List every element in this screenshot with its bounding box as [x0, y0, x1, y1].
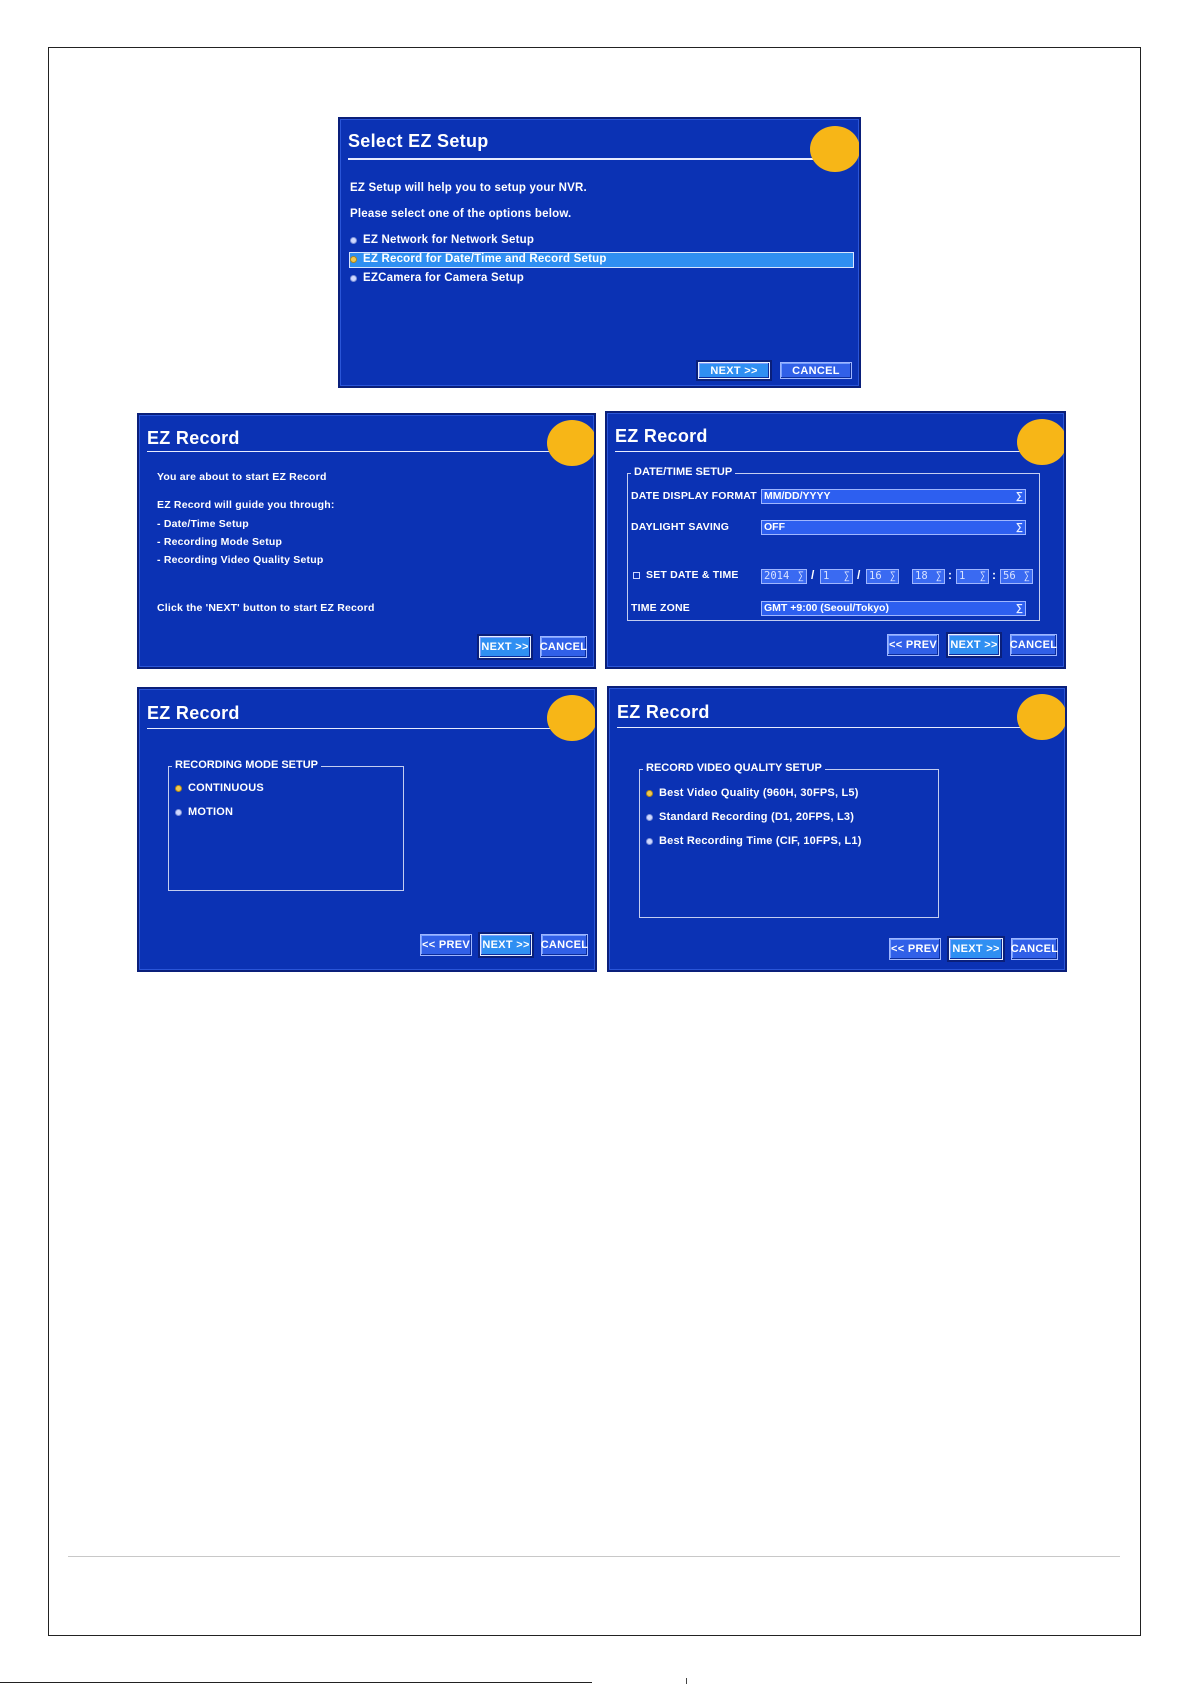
step-marker — [547, 695, 597, 741]
title-underline — [617, 727, 1025, 728]
hour-value: 18 — [915, 570, 928, 582]
date-format-label: DATE DISPLAY FORMAT — [631, 490, 757, 502]
group-label: DATE/TIME SETUP — [631, 466, 735, 478]
radio-selected-icon — [175, 785, 182, 792]
cancel-button[interactable]: CANCEL — [780, 362, 852, 379]
option-label: MOTION — [188, 806, 234, 818]
title-underline — [147, 728, 557, 729]
next-button[interactable]: NEXT >> — [948, 634, 1000, 656]
dialog-title: Select EZ Setup — [348, 131, 489, 151]
date-format-select[interactable] — [761, 489, 1026, 504]
day-select[interactable] — [866, 569, 899, 584]
dialog-title: EZ Record — [615, 426, 708, 446]
dialog-title: EZ Record — [147, 428, 240, 448]
prev-button[interactable]: << PREV — [889, 938, 941, 960]
bottom-tick — [686, 1678, 687, 1684]
option-label: Standard Recording (D1, 20FPS, L3) — [659, 811, 855, 823]
date-time-setup-dialog — [605, 411, 1066, 669]
month-select[interactable] — [820, 569, 853, 584]
year-select[interactable] — [761, 569, 807, 584]
dropdown-icon: ∑ — [1015, 491, 1023, 502]
group-label: RECORD VIDEO QUALITY SETUP — [643, 762, 825, 774]
cancel-button[interactable]: CANCEL — [540, 636, 587, 658]
option-ez-camera[interactable] — [350, 272, 524, 284]
title-underline — [615, 451, 1020, 452]
dropdown-icon: ∑ — [1015, 603, 1023, 614]
dialog-title: EZ Record — [617, 702, 710, 722]
dropdown-icon: ∑ — [935, 571, 942, 582]
next-button[interactable]: NEXT >> — [698, 362, 770, 379]
set-date-time-checkbox[interactable] — [633, 569, 739, 581]
radio-icon — [646, 814, 653, 821]
radio-selected-icon — [646, 790, 653, 797]
dropdown-icon: ∑ — [797, 571, 804, 582]
guide-item: - Recording Mode Setup — [157, 536, 283, 548]
step-marker — [1017, 419, 1066, 465]
time-separator: : — [948, 568, 952, 582]
start-text: You are about to start EZ Record — [157, 471, 327, 483]
option-label: Best Recording Time (CIF, 10FPS, L1) — [659, 835, 862, 847]
dropdown-icon: ∑ — [1023, 571, 1030, 582]
title-underline — [147, 451, 557, 452]
step-marker — [810, 126, 860, 172]
video-quality-dialog — [607, 686, 1067, 972]
guide-item: - Recording Video Quality Setup — [157, 554, 324, 566]
option-ez-record[interactable] — [350, 253, 607, 265]
title-underline — [348, 158, 823, 160]
instruction-text: Click the 'NEXT' button to start EZ Record — [157, 602, 375, 614]
step-marker — [547, 420, 596, 466]
daylight-label: DAYLIGHT SAVING — [631, 521, 730, 533]
step-marker — [1017, 694, 1067, 740]
dialog-title: EZ Record — [147, 703, 240, 723]
date-separator: / — [811, 568, 815, 582]
month-value: 1 — [823, 570, 830, 582]
daylight-value: OFF — [764, 521, 785, 533]
set-date-time-label: SET DATE & TIME — [646, 569, 739, 581]
timezone-label: TIME ZONE — [631, 602, 690, 614]
prev-button[interactable]: << PREV — [887, 634, 939, 656]
footer-rule — [68, 1556, 1120, 1557]
option-label: EZ Record for Date/Time and Record Setup — [363, 253, 607, 265]
date-format-value: MM/DD/YYYY — [764, 490, 831, 502]
timezone-select[interactable] — [761, 601, 1026, 616]
ez-record-intro-dialog — [137, 413, 596, 669]
next-button[interactable]: NEXT >> — [949, 938, 1003, 960]
recording-mode-dialog — [137, 687, 597, 972]
option-label: CONTINUOUS — [188, 782, 264, 794]
dropdown-icon: ∑ — [889, 571, 896, 582]
option-best-video-quality[interactable] — [646, 787, 859, 799]
bottom-rule — [0, 1682, 592, 1683]
radio-selected-icon — [350, 256, 357, 263]
dropdown-icon: ∑ — [979, 571, 986, 582]
dropdown-icon: ∑ — [843, 571, 850, 582]
option-motion[interactable] — [175, 806, 233, 818]
guide-item: - Date/Time Setup — [157, 518, 249, 530]
time-separator: : — [992, 568, 996, 582]
next-button[interactable]: NEXT >> — [480, 934, 532, 956]
day-value: 16 — [869, 570, 882, 582]
guide-text: EZ Record will guide you through: — [157, 499, 335, 511]
option-label: EZCamera for Camera Setup — [363, 272, 524, 284]
timezone-value: GMT +9:00 (Seoul/Tokyo) — [764, 602, 889, 614]
minute-select[interactable] — [956, 569, 989, 584]
year-value: 2014 — [764, 570, 790, 582]
option-standard-recording[interactable] — [646, 811, 854, 823]
minute-value: 1 — [959, 570, 966, 582]
intro-text: EZ Setup will help you to setup your NVR. — [350, 182, 587, 194]
second-select[interactable] — [1000, 569, 1033, 584]
daylight-select[interactable] — [761, 520, 1026, 535]
cancel-button[interactable]: CANCEL — [1011, 938, 1058, 960]
dropdown-icon: ∑ — [1015, 522, 1023, 533]
prev-button[interactable]: << PREV — [420, 934, 472, 956]
option-best-recording-time[interactable] — [646, 835, 862, 847]
checkbox-icon — [633, 572, 640, 579]
radio-icon — [646, 838, 653, 845]
date-separator: / — [857, 568, 861, 582]
select-ez-setup-dialog — [338, 117, 861, 388]
option-label: EZ Network for Network Setup — [363, 234, 535, 246]
option-continuous[interactable] — [175, 782, 264, 794]
radio-icon — [350, 275, 357, 282]
option-ez-network[interactable] — [350, 234, 534, 246]
cancel-button[interactable]: CANCEL — [541, 934, 588, 956]
group-label: RECORDING MODE SETUP — [172, 759, 321, 771]
prompt-text: Please select one of the options below. — [350, 208, 572, 220]
hour-select[interactable] — [912, 569, 945, 584]
cancel-button[interactable]: CANCEL — [1010, 634, 1057, 656]
radio-icon — [175, 809, 182, 816]
second-value: 56 — [1003, 570, 1016, 582]
radio-icon — [350, 237, 357, 244]
next-button[interactable]: NEXT >> — [479, 636, 531, 658]
option-label: Best Video Quality (960H, 30FPS, L5) — [659, 787, 859, 799]
